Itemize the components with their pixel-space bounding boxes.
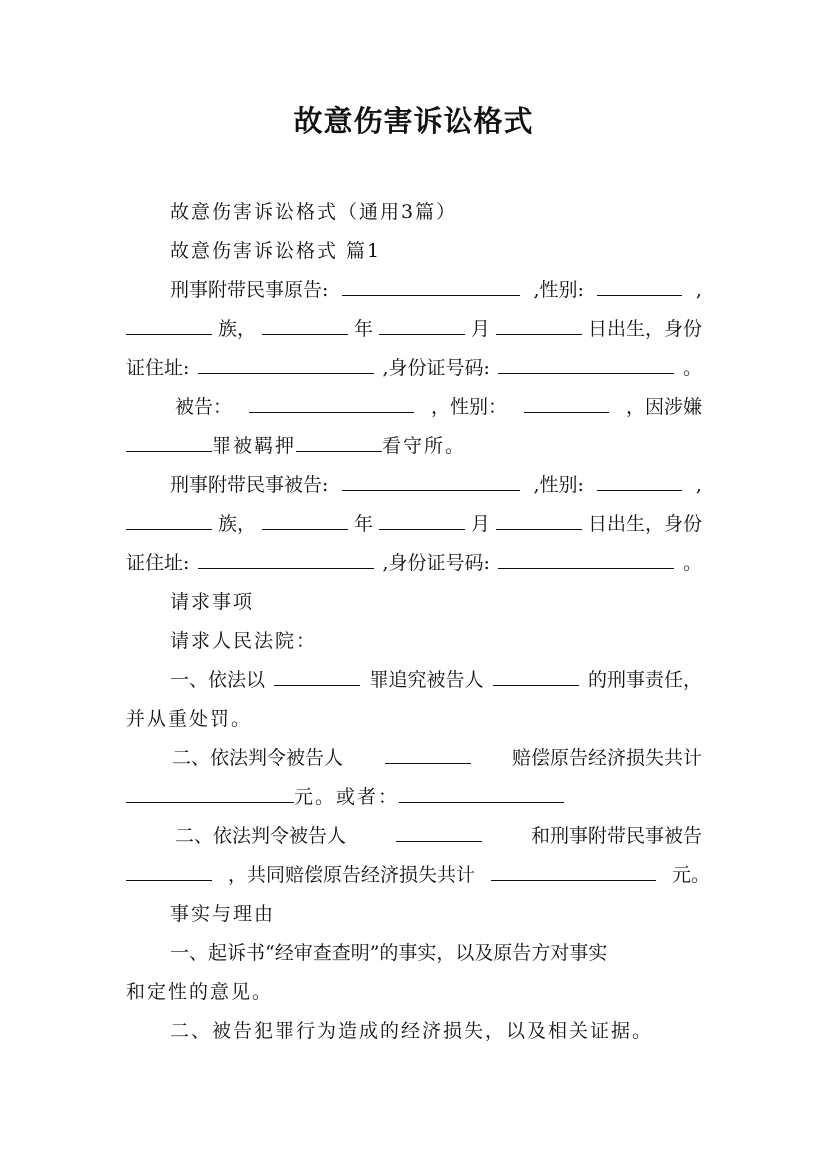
civil-defendant-gender-blank[interactable] xyxy=(597,472,682,491)
civil-defendant-ethnicity-blank[interactable] xyxy=(126,511,212,530)
civil-defendant-year-blank[interactable] xyxy=(262,511,348,530)
civil-defendant-address-blank[interactable] xyxy=(198,550,374,569)
claim-2-middle: 赔偿原告经济损失共计 xyxy=(511,747,702,769)
claim-1-defendant-blank[interactable] xyxy=(493,667,579,686)
claim-2-prefix: 二、依法判令被告人 xyxy=(172,747,344,769)
claim-3-end: 元。 xyxy=(671,864,710,886)
civil-defendant-line-3 xyxy=(126,550,702,576)
fact-1-line-2 xyxy=(126,979,273,1005)
fact-2-text: 二、被告犯罪行为造成的经济损失，以及相关证据。 xyxy=(170,1020,654,1042)
plaintiff-line-2 xyxy=(126,316,702,342)
claim-3-amount-blank[interactable] xyxy=(491,862,656,881)
period: 。 xyxy=(682,357,702,379)
claim-3-joint: ，共同赔偿原告经济损失共计 xyxy=(227,864,475,886)
claim-2-or: 元。或者： xyxy=(294,786,400,808)
plaintiff-line-3 xyxy=(126,355,702,381)
plaintiff-month-blank[interactable] xyxy=(379,316,465,335)
year-label: 年 xyxy=(353,318,373,340)
address-label: 证住址: xyxy=(126,357,190,379)
gender-label-3: ,性别: xyxy=(533,474,584,496)
court-request-line xyxy=(170,628,317,654)
plaintiff-ethnicity-blank[interactable] xyxy=(126,316,212,335)
civil-defendant-id-blank[interactable] xyxy=(498,550,674,569)
claim-2-defendant-blank[interactable] xyxy=(385,745,471,764)
crime-blank[interactable] xyxy=(126,433,212,452)
period-2: 。 xyxy=(682,552,702,574)
claim-2-line-1 xyxy=(172,745,702,771)
detained-label: 罪被羁押 xyxy=(212,435,297,457)
plaintiff-line-1 xyxy=(170,277,702,303)
month-label-2: 月 xyxy=(470,513,490,535)
civil-defendant-label: 刑事附带民事被告: xyxy=(170,474,329,496)
fact-1-text: 一、起诉书“经审查查明”的事实，以及原告方对事实 xyxy=(170,942,608,964)
claim-1-prefix: 一、依法以 xyxy=(170,669,266,691)
month-label: 月 xyxy=(470,318,490,340)
plaintiff-year-blank[interactable] xyxy=(262,316,348,335)
plaintiff-name-blank[interactable] xyxy=(342,277,520,296)
comma: , xyxy=(695,279,702,301)
fact-1-line-1 xyxy=(170,940,702,966)
plaintiff-id-blank[interactable] xyxy=(498,355,674,374)
gender-label-2: ，性别： xyxy=(430,396,507,418)
claim-1-end: 并从重处罚。 xyxy=(126,708,253,730)
defendant-gender-blank[interactable] xyxy=(524,394,609,413)
facts-heading-line xyxy=(170,901,275,927)
subtitle-line xyxy=(170,199,457,225)
section-heading-line xyxy=(170,238,381,264)
defendant-line-2 xyxy=(126,433,466,459)
claims-heading: 请求事项 xyxy=(170,591,255,613)
claim-3-civil-defendant-blank[interactable] xyxy=(126,862,212,881)
fact-2-line xyxy=(170,1018,653,1044)
court-request: 请求人民法院： xyxy=(170,630,318,652)
plaintiff-address-blank[interactable] xyxy=(198,355,374,374)
ethnicity-label: 族， xyxy=(217,318,256,340)
detention-center-blank[interactable] xyxy=(296,433,382,452)
section-heading-text: 故意伤害诉讼格式 篇1 xyxy=(170,240,382,262)
detention-center-label: 看守所。 xyxy=(382,435,467,457)
claim-1-crime-blank[interactable] xyxy=(274,667,360,686)
claim-2-line-2 xyxy=(126,784,564,810)
facts-heading: 事实与理由 xyxy=(170,903,276,925)
claim-1-line-1 xyxy=(170,667,702,693)
ethnicity-label-2: 族， xyxy=(217,513,256,535)
claim-3-line-1 xyxy=(175,823,702,849)
claim-3-defendant-blank[interactable] xyxy=(396,823,482,842)
claim-1-suffix: 的刑事责任， xyxy=(587,669,702,691)
claim-2-alt-blank[interactable] xyxy=(399,784,564,803)
civil-defendant-name-blank[interactable] xyxy=(342,472,520,491)
civil-defendant-line-2 xyxy=(126,511,702,537)
year-label-2: 年 xyxy=(353,513,373,535)
id-number-label-2: ,身份证号码: xyxy=(382,552,490,574)
claim-1-line-2 xyxy=(126,706,252,732)
claim-2-amount-blank[interactable] xyxy=(126,784,294,803)
plaintiff-gender-blank[interactable] xyxy=(597,277,682,296)
comma-2: , xyxy=(695,474,702,496)
claim-3-prefix: 二、依法判令被告人 xyxy=(175,825,347,847)
defendant-name-blank[interactable] xyxy=(249,394,414,413)
gender-label: ,性别: xyxy=(533,279,584,301)
document-title: 故意伤害诉讼格式 xyxy=(293,104,534,138)
fact-1-end: 和定性的意见。 xyxy=(126,981,274,1003)
birth-id-label: 日出生，身份 xyxy=(587,318,702,340)
plaintiff-day-blank[interactable] xyxy=(496,316,582,335)
claim-3-line-2 xyxy=(126,862,710,888)
subtitle-text: 故意伤害诉讼格式（通用3篇） xyxy=(170,201,458,223)
birth-id-label-2: 日出生，身份 xyxy=(587,513,702,535)
defendant-line-1 xyxy=(175,394,702,420)
plaintiff-label: 刑事附带民事原告: xyxy=(170,279,329,301)
claim-1-middle: 罪追究被告人 xyxy=(369,669,484,691)
civil-defendant-line-1 xyxy=(170,472,702,498)
civil-defendant-day-blank[interactable] xyxy=(496,511,582,530)
claims-heading-line xyxy=(170,589,254,615)
civil-defendant-month-blank[interactable] xyxy=(379,511,465,530)
claim-3-middle: 和刑事附带民事被告 xyxy=(530,825,702,847)
suspected-label: ，因涉嫌 xyxy=(625,396,702,418)
address-label-2: 证住址: xyxy=(126,552,190,574)
defendant-label: 被告： xyxy=(175,396,233,418)
id-number-label: ,身份证号码: xyxy=(382,357,490,379)
